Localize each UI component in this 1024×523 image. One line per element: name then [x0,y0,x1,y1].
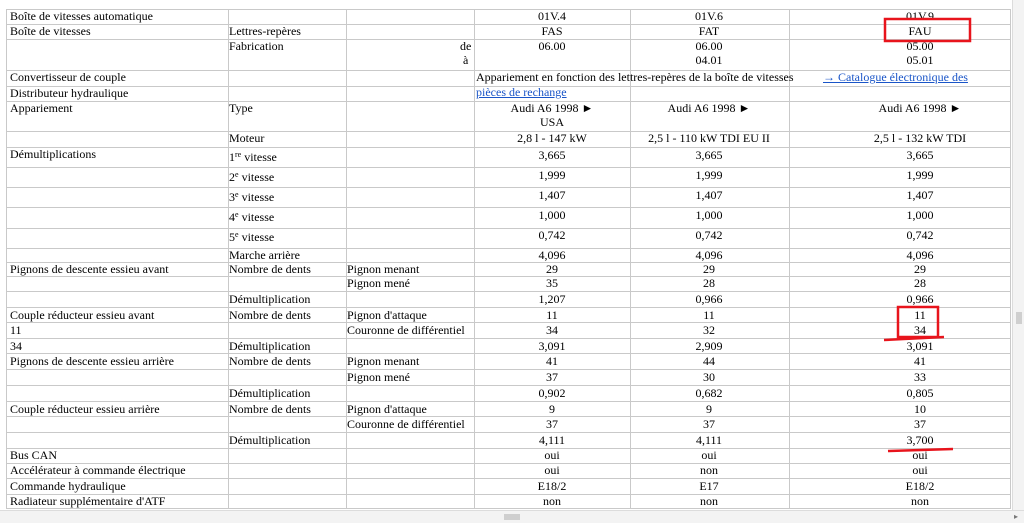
letters-label: Lettres-repères [229,24,301,38]
letter-code-2: FAT [698,24,720,38]
front-drop-ratio-label: Démultiplication [229,292,311,306]
catalogue-link[interactable]: → Catalogue électronique des [823,70,968,84]
gear-superscript: e [235,230,239,239]
reverse-value-1: 4,096 [538,248,566,262]
letter-code-1: FAS [541,24,563,38]
rear-final-pinion-value-1: 9 [549,402,555,416]
front-drop-ratio-value-2: 0,966 [695,292,723,306]
fabrication-de: de [460,39,472,53]
front-final-crown-value-3: 34 [914,323,926,337]
grid-line-v [1010,9,1011,508]
gear-1-value-3: 3,665 [906,148,934,162]
front-drop-ratio-value-1: 1,207 [538,292,566,306]
gear-2-value-1: 1,999 [538,168,566,182]
rear-drop-driving-value-3: 41 [914,354,926,368]
fabrication-to-2: 04.01 [695,53,723,67]
front-final-pinion-label: Pignon d'attaque [347,308,427,322]
reverse-value-3: 4,096 [906,248,934,262]
rear-drop-ratio-value-3: 0,805 [906,386,934,400]
fabrication-label: Fabrication [229,39,284,53]
rear-final-crown-value-1: 37 [546,417,558,431]
rear-drop-label: Pignons de descente essieu arrière [10,354,174,368]
feature-2-value-3: oui [912,463,928,477]
engine-3: 2,5 l - 132 kW TDI [873,131,967,145]
fabrication-from-2: 06.00 [695,39,723,53]
feature-4-value-1: non [543,494,561,508]
feature-label-4: Radiateur supplémentaire d'ATF [10,494,166,508]
rear-drop-driving-value-2: 44 [703,354,715,368]
feature-label-3: Commande hydraulique [10,479,126,493]
front-final-extra-1: 11 [10,323,22,337]
gear-5-value-2: 0,742 [695,228,723,242]
moteur-label: Moteur [229,131,265,145]
front-final-ratio-label: Démultiplication [229,339,311,353]
front-final-crown-value-1: 34 [546,323,558,337]
feature-label-1: Bus CAN [10,448,58,462]
feature-3-value-2: E17 [699,479,719,493]
gearbox-code-3: 01V.9 [905,9,935,23]
rear-final-crown-value-3: 37 [914,417,926,431]
appariement-label: Appariement [10,101,73,115]
horizontal-scroll-thumb[interactable] [504,514,520,520]
front-final-pinion-value-2: 11 [703,308,715,322]
fabrication-a: à [463,53,469,67]
rear-drop-driven-value-2: 30 [703,370,715,384]
rear-final-crown-value-2: 37 [703,417,715,431]
gear-3-label [229,190,274,206]
feature-3-value-3: E18/2 [905,479,935,493]
rear-drop-teeth-label: Nombre de dents [229,354,311,368]
gear-5-label [229,230,274,246]
gear-2-value-3: 1,999 [906,168,934,182]
gear-word: vitesse [238,170,275,184]
engine-2: 2,5 l - 110 kW TDI EU II [648,131,770,145]
rear-drop-driven-value-1: 37 [546,370,558,384]
gear-superscript: re [235,150,242,159]
gear-word: vitesse [241,150,277,164]
vehicle-type-2: Audi A6 1998 ► [667,101,751,115]
gearbox-auto-label: Boîte de vitesses automatique [10,9,153,23]
gear-4-value-3: 1,000 [906,208,934,222]
front-drop-driven-value-1: 35 [546,276,558,290]
gear-1-value-1: 3,665 [538,148,566,162]
feature-2-value-2: non [700,463,718,477]
rear-drop-ratio-value-2: 0,682 [695,386,723,400]
front-drop-driving-value-3: 29 [914,262,926,276]
converter-note: Appariement en fonction des lettres-repères de la boîte de vitesses [476,70,794,84]
ratios-label: Démultiplications [10,147,96,161]
letter-code-3: FAU [908,24,932,38]
gearbox-label: Boîte de vitesses [10,24,91,38]
front-final-crown-label: Couronne de différentiel [347,323,465,337]
gear-3-value-1: 1,407 [538,188,566,202]
rear-final-crown-label: Couronne de différentiel [347,417,465,431]
front-final-label: Couple réducteur essieu avant [10,308,155,322]
feature-4-value-3: non [911,494,929,508]
type-label: Type [229,101,253,115]
distributor-label: Distributeur hydraulique [10,86,129,100]
grid-line-h [6,508,1011,509]
gear-word: vitesse [238,230,275,244]
grid-line-v [474,9,475,508]
gear-5-value-1: 0,742 [538,228,566,242]
front-drop-driving-value-2: 29 [703,262,715,276]
gear-1-label [229,150,277,166]
front-drop-ratio-value-3: 0,966 [906,292,934,306]
front-drop-driven-value-3: 28 [914,276,926,290]
rear-final-ratio-label: Démultiplication [229,433,311,447]
rear-drop-driven-label: Pignon mené [347,370,410,384]
feature-1-value-1: oui [544,448,560,462]
gearbox-code-2: 01V.6 [694,9,724,23]
gear-word: vitesse [238,190,275,204]
gear-number: 3 [229,190,235,204]
feature-label-2: Accélérateur à commande électrique [10,463,186,477]
gear-number: 4 [229,210,235,224]
feature-3-value-1: E18/2 [537,479,567,493]
gear-superscript: e [235,210,239,219]
front-final-extra-2: 34 [10,339,22,353]
grid-line-v [6,9,7,508]
front-final-teeth-label: Nombre de dents [229,308,311,322]
rear-drop-ratio-label: Démultiplication [229,386,311,400]
rear-final-pinion-label: Pignon d'attaque [347,402,427,416]
front-final-ratio-value-2: 2,909 [695,339,723,353]
fabrication-from-3: 05.00 [906,39,934,53]
reverse-label: Marche arrière [229,248,300,262]
front-drop-driving-label: Pignon menant [347,262,420,276]
catalogue-link-line2[interactable]: pièces de rechange [476,85,567,99]
rear-drop-driving-value-1: 41 [546,354,558,368]
rear-final-ratio-value-2: 4,111 [695,433,723,447]
gear-superscript: e [235,190,239,199]
gear-number: 5 [229,230,235,244]
rear-final-teeth-label: Nombre de dents [229,402,311,416]
feature-1-value-3: oui [912,448,928,462]
feature-4-value-2: non [700,494,718,508]
feature-2-value-1: oui [544,463,560,477]
front-drop-driven-value-2: 28 [703,276,715,290]
converter-label: Convertisseur de couple [10,70,126,84]
gear-4-value-2: 1,000 [695,208,723,222]
rear-final-label: Couple réducteur essieu arrière [10,402,160,416]
feature-1-value-2: oui [701,448,717,462]
vehicle-type-sub: USA [539,115,564,129]
gear-number: 1 [229,150,235,164]
front-final-crown-value-2: 32 [703,323,715,337]
gear-2-value-2: 1,999 [695,168,723,182]
vehicle-type-1: Audi A6 1998 ► [510,101,594,115]
gear-3-value-3: 1,407 [906,188,934,202]
gear-superscript: e [235,170,239,179]
rear-drop-driving-label: Pignon menant [347,354,420,368]
front-final-pinion-value-3: 11 [914,308,926,322]
gear-4-value-1: 1,000 [538,208,566,222]
scroll-right-icon[interactable]: ▸ [1014,512,1019,521]
rear-final-pinion-value-3: 10 [914,402,926,416]
vertical-scroll-thumb[interactable] [1016,312,1022,324]
gear-1-value-2: 3,665 [695,148,723,162]
front-final-ratio-value-3: 3,091 [906,339,934,353]
rear-final-pinion-value-2: 9 [706,402,712,416]
fabrication-from-1: 06.00 [538,39,566,53]
gear-5-value-3: 0,742 [906,228,934,242]
rear-drop-driven-value-3: 33 [914,370,926,384]
gear-word: vitesse [238,210,275,224]
gear-3-value-2: 1,407 [695,188,723,202]
front-drop-label: Pignons de descente essieu avant [10,262,169,276]
rear-final-ratio-value-3: 3,700 [906,433,934,447]
horizontal-scrollbar[interactable] [0,510,1024,523]
gear-2-label [229,170,274,186]
gearbox-code-1: 01V.4 [537,9,567,23]
front-drop-driving-value-1: 29 [546,262,558,276]
vehicle-type-3: Audi A6 1998 ► [878,101,962,115]
vertical-scrollbar[interactable] [1012,0,1024,510]
grid-line-v [346,9,347,508]
rear-drop-ratio-value-1: 0,902 [538,386,566,400]
gear-4-label [229,210,274,226]
reverse-value-2: 4,096 [695,248,723,262]
front-final-ratio-value-1: 3,091 [538,339,566,353]
rear-final-ratio-value-1: 4,111 [538,433,566,447]
front-drop-teeth-label: Nombre de dents [229,262,311,276]
front-drop-driven-label: Pignon mené [347,276,410,290]
front-final-pinion-value-1: 11 [546,308,558,322]
gear-number: 2 [229,170,235,184]
engine-1: 2,8 l - 147 kW [517,131,587,145]
fabrication-to-3: 05.01 [906,53,934,67]
